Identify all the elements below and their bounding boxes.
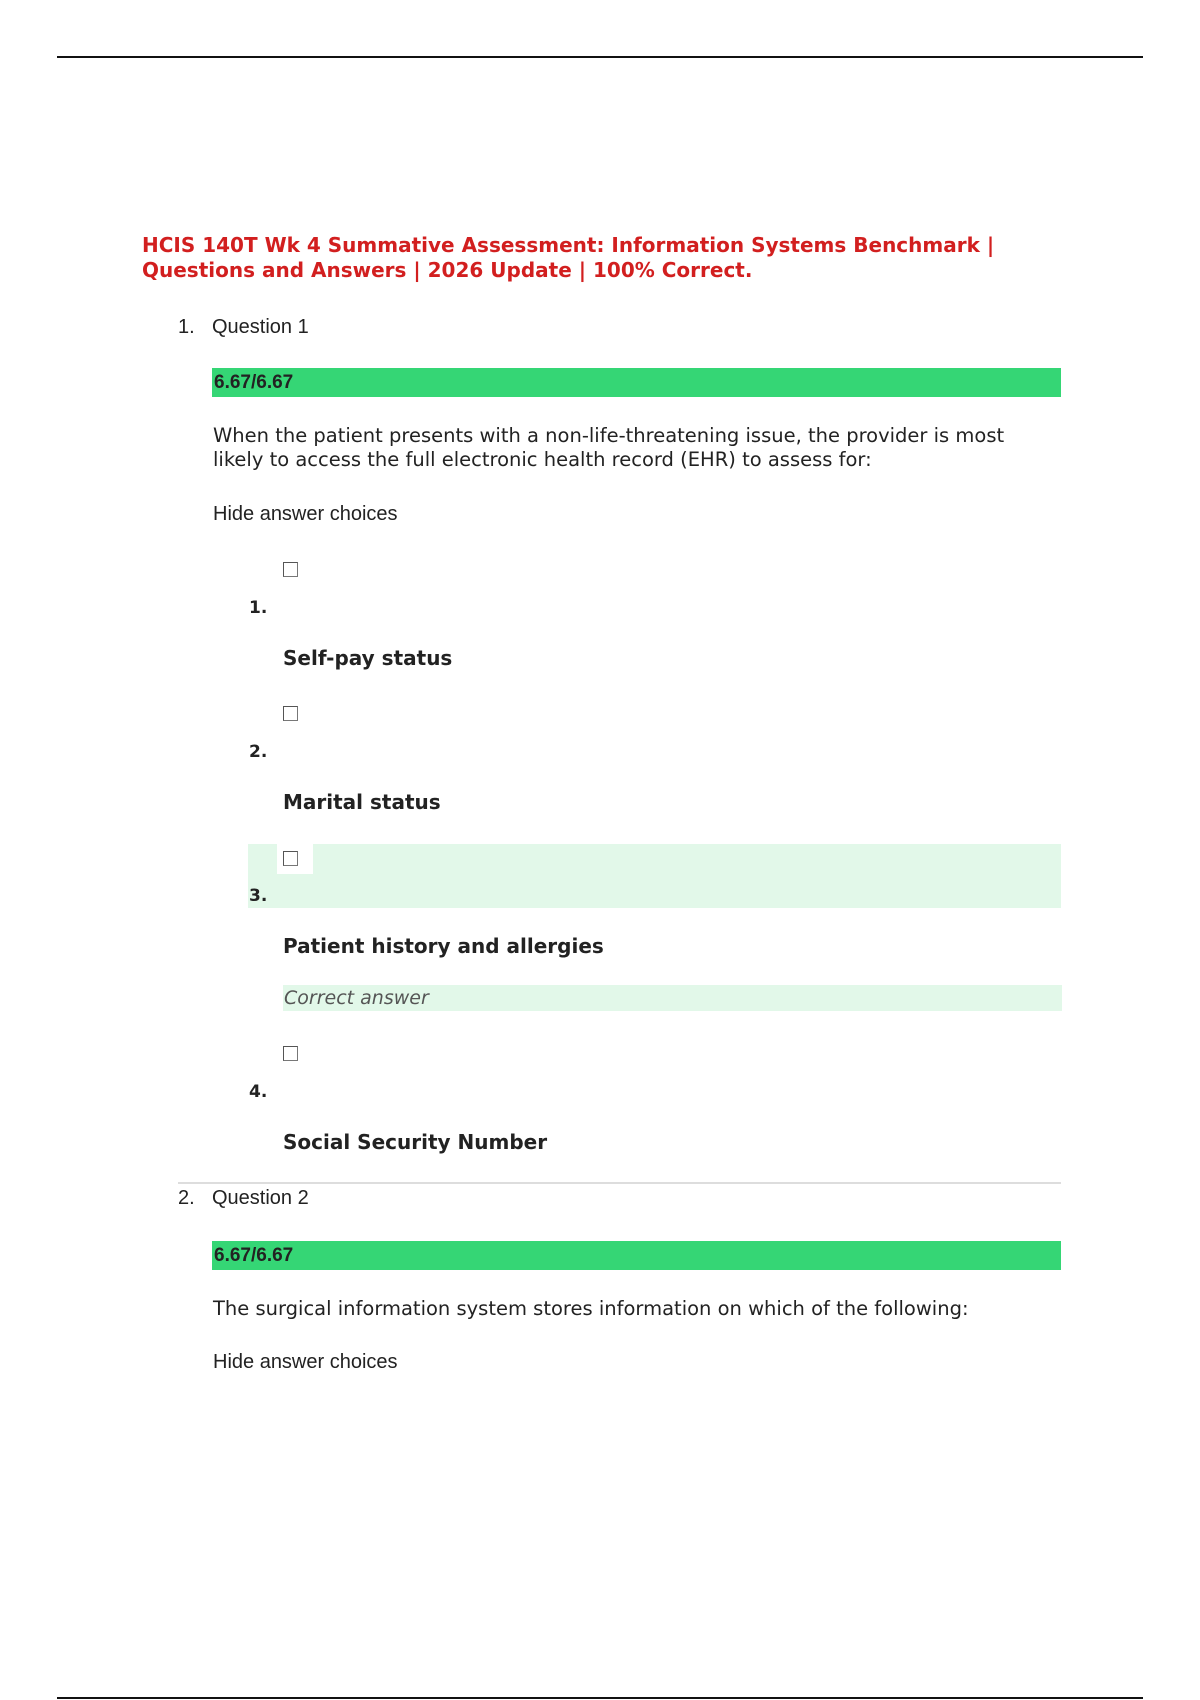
question-divider: [178, 1182, 1061, 1184]
question-label: Question 1: [212, 316, 309, 338]
choice-4-text: Social Security Number: [283, 1130, 548, 1154]
question-2-header: [178, 1187, 309, 1210]
question-2-text: The surgical information system stores information on which of the following:: [213, 1297, 969, 1320]
choice-2-text: Marital status: [283, 790, 441, 814]
choice-3-text: Patient history and allergies: [283, 934, 604, 958]
choice-3-checkbox[interactable]: [283, 851, 298, 866]
question-1-text: [213, 424, 1073, 472]
choice-3-highlight: [248, 844, 1061, 908]
choice-1-text: Self-pay status: [283, 646, 453, 670]
question-1-text-line-2: likely to access the full electronic health record (EHR) to assess for:: [213, 448, 872, 471]
hide-answer-choices-link[interactable]: Hide answer choices: [213, 1351, 398, 1373]
question-1-score-bar: 6.67/6.67: [212, 368, 1061, 397]
choice-4-checkbox[interactable]: [283, 1046, 298, 1061]
choice-1-number: 1.: [249, 598, 268, 618]
bottom-rule: [57, 1697, 1143, 1699]
question-label: Question 2: [212, 1187, 309, 1209]
choice-3-number: 3.: [249, 886, 268, 906]
question-1-header: [178, 316, 309, 339]
question-number: 1.: [178, 316, 195, 338]
question-2-score-bar: 6.67/6.67: [212, 1241, 1061, 1270]
top-rule: [57, 56, 1143, 58]
title-line-1: HCIS 140T Wk 4 Summative Assessment: Information Systems Benchmark |: [142, 233, 995, 257]
question-number: 2.: [178, 1187, 195, 1209]
correct-answer-label: Correct answer: [283, 985, 1062, 1011]
choice-4-number: 4.: [249, 1082, 268, 1102]
title-line-2: Questions and Answers | 2026 Update | 100% Correct.: [142, 258, 753, 282]
choice-2-checkbox[interactable]: [283, 706, 298, 721]
question-1-text-line-1: When the patient presents with a non-life-threatening issue, the provider is most: [213, 424, 1005, 447]
hide-answer-choices-link[interactable]: Hide answer choices: [213, 503, 398, 525]
document-title: [142, 233, 1042, 283]
choice-2-number: 2.: [249, 742, 268, 762]
choice-1-checkbox[interactable]: [283, 562, 298, 577]
